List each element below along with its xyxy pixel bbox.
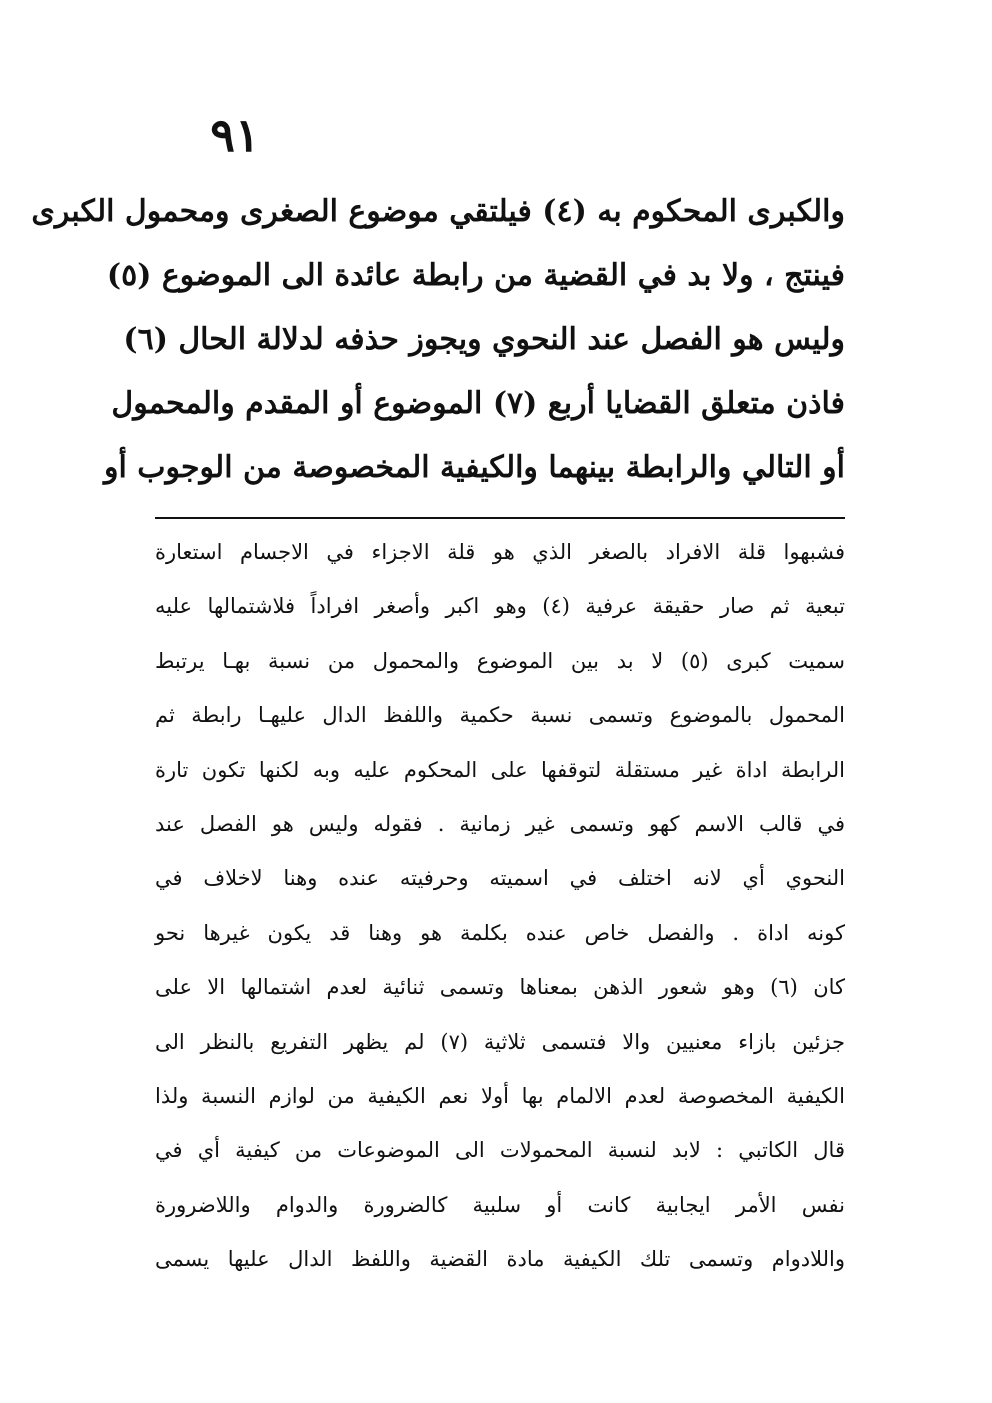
main-text-line: وليس هو الفصل عند النحوي ويجوز حذفه لدلالة الحال (٦) bbox=[123, 322, 845, 357]
footnote-line: النحوي أي لانه اختلف في اسميته وحرفيته عنده وهنا لاخلاف في bbox=[155, 866, 845, 891]
footnote-line: في قالب الاسم كهو وتسمى غير زمانية . فقوله وليس هو الفصل عند bbox=[155, 811, 845, 836]
footnote-line: كان (٦) وهو شعور الذهن بمعناها وتسمى ثنائية لعدم اشتمالها الا على bbox=[155, 975, 846, 1000]
footnotes-block bbox=[155, 525, 845, 1286]
main-text-block bbox=[31, 180, 845, 500]
main-text-line: والكبرى المحكوم به (٤) فيلتقي موضوع الصغرى ومحمول الكبرى bbox=[31, 194, 845, 229]
footnote-line: الرابطة اداة غير مستقلة لتوقفها على المحكوم عليه وبه لكنها تكون تارة bbox=[155, 757, 845, 782]
main-text-line: فاذن متعلق القضايا أربع (٧) الموضوع أو المقدم والمحمول bbox=[111, 386, 845, 421]
footnote-line: قال الكاتبي : لابد لنسبة المحمولات الى الموضوعات من كيفية أي في bbox=[155, 1138, 845, 1163]
main-text-line: أو التالي والرابطة بينهما والكيفية المخصوصة من الوجوب أو bbox=[104, 450, 845, 485]
footnote-line: كونه اداة . والفصل خاص عنده بكلمة هو وهنا قد يكون غيرها نحو bbox=[155, 920, 845, 945]
footnote-line: واللادوام وتسمى تلك الكيفية مادة القضية واللفظ الدال عليها يسمى bbox=[155, 1247, 845, 1272]
footnote-line: المحمول بالموضوع وتسمى نسبة حكمية واللفظ الدال عليهـا رابطة ثم bbox=[155, 703, 845, 728]
footnote-line: سميت كبرى (٥) لا بد بين الموضوع والمحمول من نسبة بهـا يرتبط bbox=[155, 648, 845, 673]
footnote-line: تبعية ثم صار حقيقة عرفية (٤) وهو اكبر وأصغر افراداً فلاشتمالها عليه bbox=[155, 594, 845, 619]
footnote-line: الكيفية المخصوصة لعدم الالمام بها أولا نعم الكيفية من لوازم النسبة ولذا bbox=[155, 1083, 845, 1108]
footnote-line: نفس الأمر ايجابية كانت أو سلبية كالضرورة والدوام واللاضرورة bbox=[155, 1192, 845, 1217]
footnote-line: جزئين بازاء معنيين والا فتسمى ثلاثية (٧) لم يظهر التفريع بالنظر الى bbox=[155, 1029, 845, 1054]
footnote-line: فشبهوا قلة الافراد بالصغر الذي هو قلة الاجزاء في الاجسام استعارة bbox=[155, 540, 845, 564]
footnote-divider bbox=[155, 517, 845, 519]
page-number: ٩١ bbox=[210, 108, 260, 162]
main-text-line: فينتج ، ولا بد في القضية من رابطة عائدة الى الموضوع (٥) bbox=[106, 258, 845, 293]
